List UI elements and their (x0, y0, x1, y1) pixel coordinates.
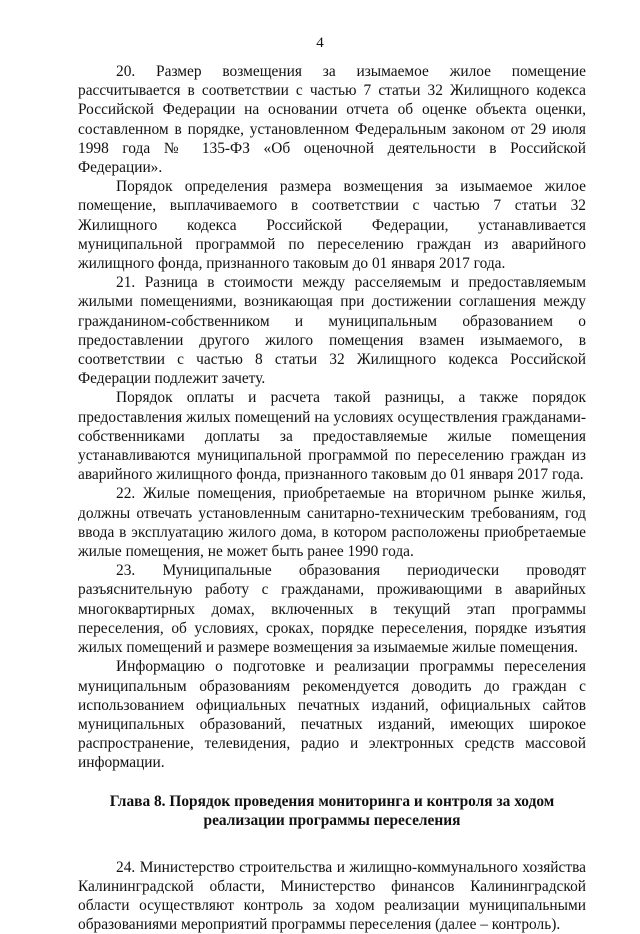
document-body (78, 62, 586, 934)
paragraph-23: 23. Муниципальные образования периодически проводят разъяснительную работу с гражданами, проживающими в аварийных многоквартирных домах, включенных в текущий этап программы переселения, об условиях, сроках, порядке переселения, порядке изъятия жилых помещений и размере возмещения за изымаемые жилые помещения. (78, 562, 586, 657)
paragraph-21-payment-order: Порядок оплаты и расчета такой разницы, а также порядок предоставления жилых помещений на условиях осуществления гражданами-собственниками доплаты за предоставляемые жилые помещения устанавливаются муниципальной программой по переселению граждан из аварийного жилищного фонда, признанного таковым до 01 января 2017 года. (78, 389, 586, 484)
paragraph-22: 22. Жилые помещения, приобретаемые на вторичном рынке жилья, должны отвечать установленным санитарно-техническим требованиям, год ввода в эксплуатацию жилого дома, в котором расположены приобретаемые жилые помещения, не может быть ранее 1990 года. (78, 485, 586, 561)
chapter-heading-line-1: Глава 8. Порядок проведения мониторинга и контроля за ходом (109, 792, 555, 810)
paragraph-20-valuation-order: Порядок определения размера возмещения за изымаемое жилое помещение, выплачиваемого в соответствии с частью 7 статьи 32 Жилищного кодекса Российской Федерации, устанавливается муниципальной программой по переселению граждан из аварийного жилищного фонда, признанного таковым до 01 января 2017 года. (78, 178, 586, 273)
chapter-8-heading (78, 792, 586, 831)
paragraph-24: 24. Министерство строительства и жилищно-коммунального хозяйства Калининградской области, Министерство финансов Калининградской области осуществляют контроль за ходом реализации муниципальными образованиями мероприятий программы переселения (далее – контроль). (78, 858, 586, 934)
page-number: 4 (316, 35, 324, 51)
paragraph-21: 21. Разница в стоимости между расселяемым и предоставляемым жилыми помещениями, возникающая при достижении соглашения между гражданином-собственником и муниципальным образованием о предоставлении другого жилого помещения взамен изымаемого, в соответствии с частью 8 статьи 32 Жилищного кодекса Российской Федерации подлежит зачету. (78, 274, 586, 388)
paragraph-23-information: Информацию о подготовке и реализации программы переселения муниципальным образованиям рекомендуется доводить до граждан с использованием официальных печатных изданий, официальных сайтов муниципальных образований, печатных изданий, имеющих широкое распространение, телевидения, радио и электронных средств массовой информации. (78, 658, 586, 772)
paragraph-20: 20. Размер возмещения за изымаемое жилое помещение рассчитывается в соответствии с частью 7 статьи 32 Жилищного кодекса Российской Федерации на основании отчета об оценке объекта оценки, составленном в порядке, установленном Федеральным законом от 29 июля 1998 года № 135-ФЗ «Об оценочной деятельности в Российской Федерации». (78, 63, 586, 177)
chapter-heading-line-2: реализации программы переселения (203, 812, 461, 830)
